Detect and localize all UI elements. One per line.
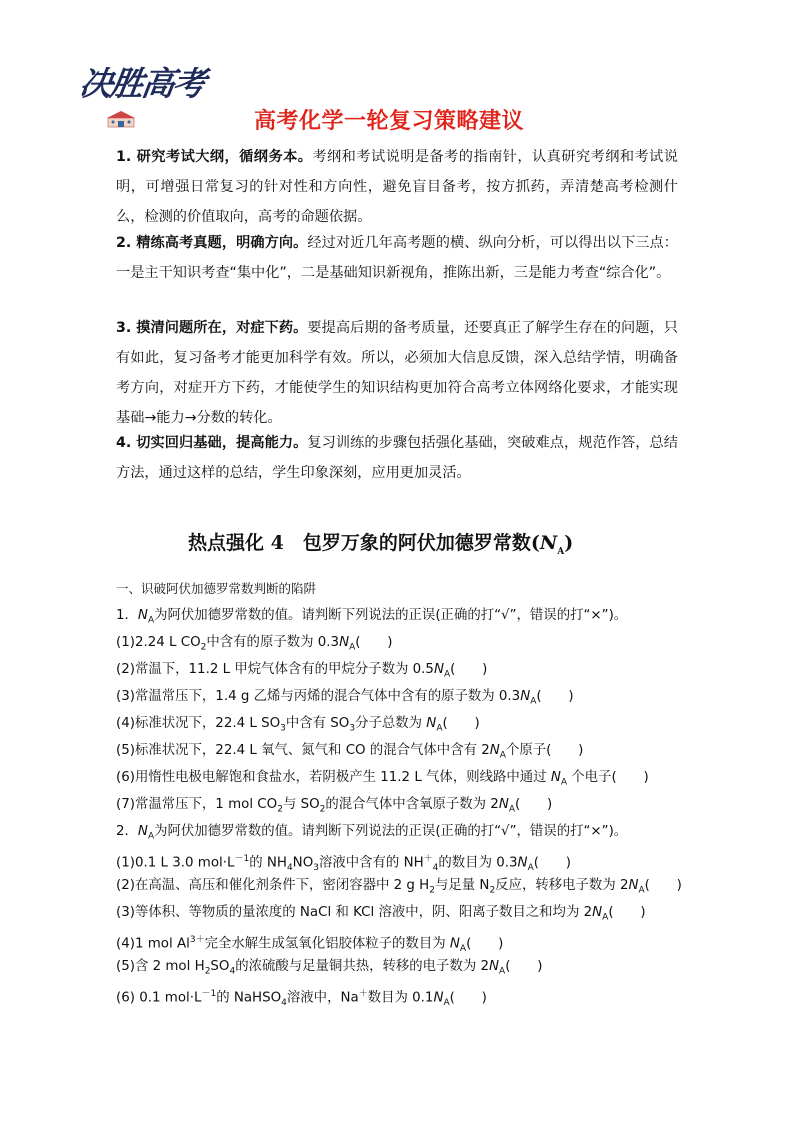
advice-body: 要提高后期的备考质量，还要真正了解学生存在的问题，只有如此，复习备考才能更加科学有效。所以，必须加大信息反馈，深入总结学情，明确备考方向，对症开方下药，才能使学生的知识结构更加符合高考立体网络化要求，才能实现基础→能力→分数的转化。 xyxy=(116,320,678,426)
q2-item-4: (4)1 mol $Al^{3+}$完全水解生成氢氧化铝胶体粒子的数目为 $N_A$( ) xyxy=(116,935,504,955)
q2-item-2: (2)在高温、高压和催化剂条件下，密闭容器中 2 g $H_2$与足量 $N_2$反应，转移电子数为 $2N_A$( ) xyxy=(116,878,682,896)
school-building-icon xyxy=(106,108,136,130)
section-title: 热点强化 4 包罗万象的阿伏加德罗常数$(N_A)$ xyxy=(188,532,574,557)
advice-body: 考纲和考试说明是备考的指南针，认真研究考纲和考试说明，可增强日常复习的针对性和方向性，避免盲目备考，按方抓药，弄清楚高考检测什么，检测的价值取向，高考的命题依据。 xyxy=(116,149,678,225)
q1-item-7: (7)常温常压下，1 mol $CO_2$与 $SO_2$的混合气体中含氧原子数为 $2N_A$( ) xyxy=(116,797,553,815)
q1-item-1: (1)2.24 L $CO_2$中含有的原子数为 $0.3N_A$( ) xyxy=(116,635,393,653)
logo xyxy=(76,58,207,134)
q2-item-3: (3)等体积、等物质的量浓度的 NaCl 和 KCl 溶液中，阴、阳离子数目之和均为 $2N_A$( ) xyxy=(116,905,646,923)
advice-paragraph-3 xyxy=(116,313,678,433)
page-title: 高考化学一轮复习策略建议 xyxy=(254,109,525,134)
q2-item-5: (5)含 2 mol $H_2SO_4$的浓硫酸与足量铜共热，转移的电子数为 $2N_A$( ) xyxy=(116,959,543,977)
q1-item-2: (2)常温下，11.2 L 甲烷气体含有的甲烷分子数为 $0.5N_A$( ) xyxy=(116,662,488,680)
question-1-stem: 1．$N_A$为阿伏加德罗常数的值。请判断下列说法的正误(正确的打“√”，错误的打“×”)。 xyxy=(116,608,628,626)
subheading: 一、识破阿伏加德罗常数判断的陷阱 xyxy=(116,581,317,596)
q1-item-5: (5)标准状况下，22.4 L 氧气、氮气和 CO 的混合气体中含有 $2N_A$个原子( ) xyxy=(116,743,584,761)
advice-lead: 2. 精练高考真题，明确方向。 xyxy=(116,235,308,251)
advice-paragraph-2 xyxy=(116,228,678,288)
question-2-stem: 2．$N_A$为阿伏加德罗常数的值。请判断下列说法的正误(正确的打“√”，错误的打“×”)。 xyxy=(116,824,628,842)
q1-item-3: (3)常温常压下，1.4 g 乙烯与丙烯的混合气体中含有的原子数为 $0.3N_A$( ) xyxy=(116,689,574,707)
advice-body: 复习训练的步骤包括强化基础，突破难点，规范作答，总结方法，通过这样的总结，学生印象深刻，应用更加灵活。 xyxy=(116,435,678,481)
advice-paragraph-1 xyxy=(116,142,678,232)
q1-item-4: (4)标准状况下，22.4 L $SO_3$中含有 $SO_3$分子总数为 $N_A$( ) xyxy=(116,716,480,734)
logo-text: 决胜高考 xyxy=(76,64,207,103)
q1-item-6: (6)用惰性电极电解饱和食盐水，若阴极产生 11.2 L 气体，则线路中通过 $N_A$ 个电子( ) xyxy=(116,770,649,788)
q2-item-6: (6) 0.1 $mol\cdot L^{-1}$的 NaHSO$_4$溶液中，Na＋数目为 $0.1N_A$( ) xyxy=(116,989,487,1009)
advice-paragraph-4 xyxy=(116,428,678,488)
advice-lead: 1. 研究考试大纲，循纲务本。 xyxy=(116,149,313,165)
advice-lead: 3. 摸清问题所在，对症下药。 xyxy=(116,320,308,336)
advice-body: 经过对近几年高考题的横、纵向分析，可以得出以下三点：一是主干知识考查“集中化”，二是基础知识新视角，推陈出新，三是能力考查“综合化”。 xyxy=(116,235,678,281)
advice-lead: 4. 切实回归基础，提高能力。 xyxy=(116,435,308,451)
q2-item-1: (1)0.1 L 3.0 $mol\cdot L^{-1}$的 $NH_4NO_3$溶液中含有的 $NH^+_4$的数目为 $0.3N_A$( ) xyxy=(116,854,571,874)
